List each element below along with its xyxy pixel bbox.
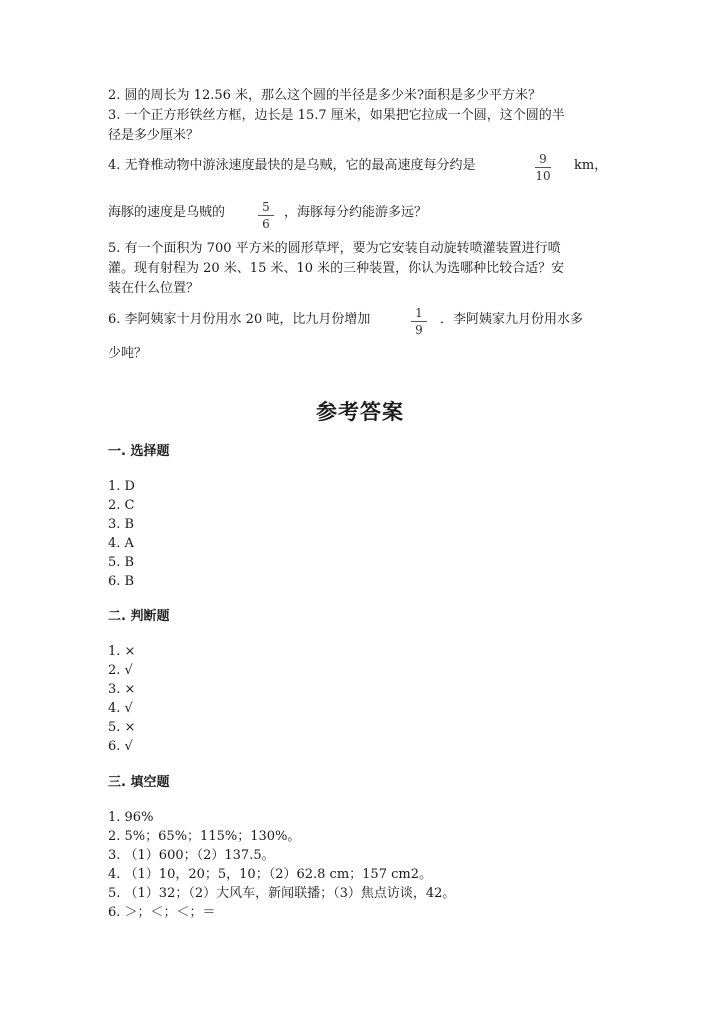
question-3-line-1: 3. 一个正方形铁丝方框，边长是 15.7 厘米，如果把它拉成一个圆，这个圆的半 xyxy=(108,108,565,123)
question-5-line-1: 5. 有一个面积为 700 平方米的圆形草坪，要为它安装自动旋转喷灌装置进行喷 xyxy=(108,241,561,256)
section-heading-fill-blank: 三. 填空题 xyxy=(108,775,170,790)
fraction-denominator: 6 xyxy=(262,217,270,231)
question-4-part-4: ，海豚每分约能游多远？ xyxy=(284,205,428,220)
question-5-line-2: 灌。现有射程为 20 米、15 米、10 米的三种装置，你认为选哪种比较合适？安 xyxy=(108,261,565,276)
fraction-denominator: 10 xyxy=(535,169,551,183)
section-heading-true-false: 二. 判断题 xyxy=(108,609,170,624)
answer-item: 4. √ xyxy=(108,701,133,716)
answer-item: 4. A xyxy=(108,536,134,551)
answer-item: 5. × xyxy=(108,720,136,735)
question-6-part-3: 少吨？ xyxy=(108,346,148,361)
answer-key-title: 参考答案 xyxy=(316,400,404,424)
fraction-numerator: 5 xyxy=(262,200,270,214)
answer-item: 5. （1）32；（2）大风车，新闻联播；（3）焦点访谈，42。 xyxy=(108,886,456,901)
fraction-numerator: 1 xyxy=(415,306,423,320)
fraction-numerator: 9 xyxy=(539,152,547,166)
answer-item: 1. 96% xyxy=(108,810,154,825)
question-4-part-3: 海豚的速度是乌贼的 xyxy=(108,205,226,220)
question-6-part-2: ．李阿姨家九月份用水多 xyxy=(440,312,584,327)
answer-item: 2. √ xyxy=(108,663,133,678)
answer-item: 2. C xyxy=(108,498,135,513)
question-6-part-1: 6. 李阿姨家十月份用水 20 吨，比九月份增加 xyxy=(108,312,371,327)
question-5-line-3: 装在什么位置？ xyxy=(108,281,200,296)
fraction-one-ninth xyxy=(411,306,427,337)
answer-item: 1. D xyxy=(108,479,135,494)
fraction-nine-tenths xyxy=(535,152,551,183)
question-2: 2. 圆的周长为 12.56 米，那么这个圆的半径是多少米?面积是多少平方米？ xyxy=(108,88,541,103)
answer-item: 3. （1）600；（2）137.5。 xyxy=(108,848,275,863)
answer-item: 6. ＞；＜；＜；＝ xyxy=(108,905,216,920)
answer-item: 6. √ xyxy=(108,739,133,754)
answer-item: 2. 5%；65%；115%；130%。 xyxy=(108,829,301,844)
question-3-line-2: 径是多少厘米？ xyxy=(108,128,200,143)
fraction-bar xyxy=(258,215,274,216)
question-4-part-1: 4. 无脊椎动物中游泳速度最快的是乌贼，它的最高速度每分约是 xyxy=(108,158,476,173)
fraction-denominator: 9 xyxy=(415,323,423,337)
question-4-part-2: km， xyxy=(574,158,608,173)
answer-item: 1. × xyxy=(108,644,136,659)
answer-item: 3. × xyxy=(108,682,136,697)
answer-item: 5. B xyxy=(108,555,135,570)
answer-item: 4. （1）10，20；5，10；（2）62.8 cm；157 cm2。 xyxy=(108,867,432,882)
fraction-five-sixths xyxy=(258,200,274,231)
fraction-bar xyxy=(411,321,427,322)
fraction-bar xyxy=(535,167,551,168)
answer-item: 3. B xyxy=(108,517,135,532)
section-heading-multiple-choice: 一. 选择题 xyxy=(108,444,170,459)
answer-item: 6. B xyxy=(108,574,135,589)
